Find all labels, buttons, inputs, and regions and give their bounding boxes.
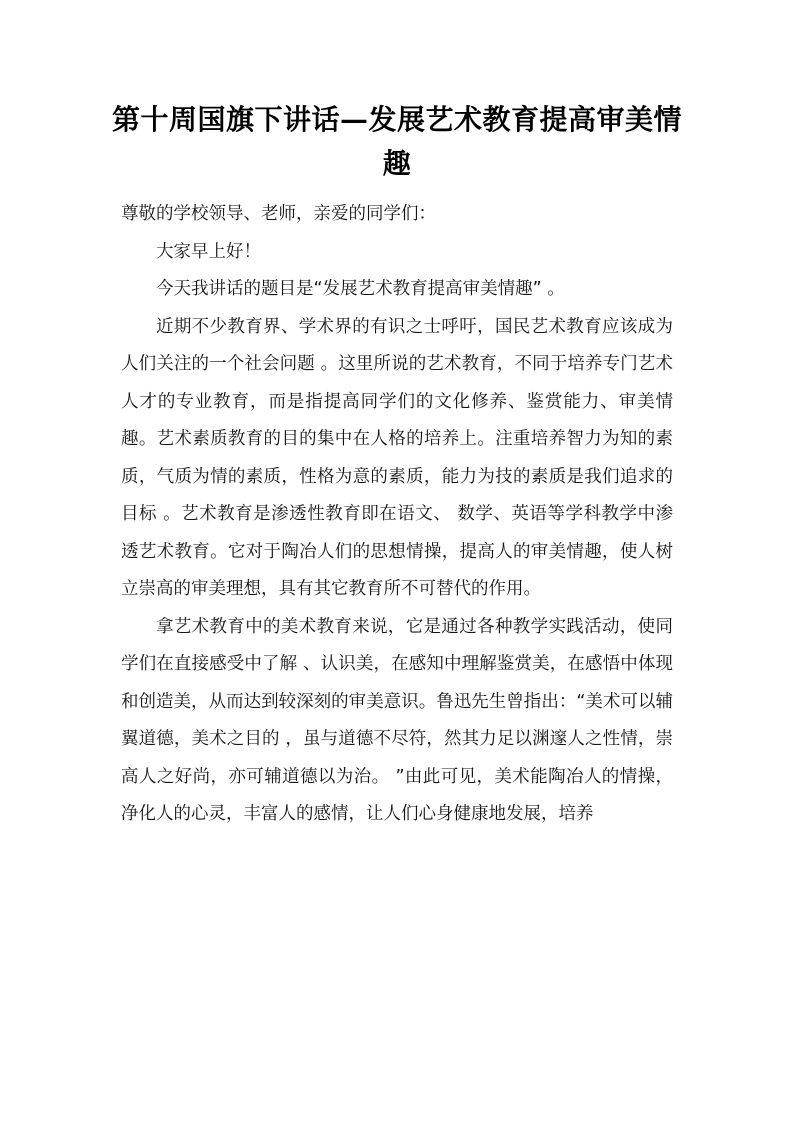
- paragraph-topic: 今天我讲话的题目是“发展艺术教育提高审美情趣” 。: [156, 279, 565, 299]
- paragraph-fine-arts: 拿艺术教育中的美术教育来说，它是通过各种教学实践活动，使同学们在直接感受中了解 、认识美，在感知中理解鉴赏美，在感悟中体现和创造美，从而达到较深刻的审美意识。鲁迅先生曾指出：“美术可以辅翼道德，美术之目的 ，虽与道德不尽符，然其力足以渊邃人之性情，崇高人之好尚，亦可辅道德以为治。 ”由此可见，美术能陶冶人的情操，净化人的心灵，丰富人的感情，让人们心身健康地发展，培养: [121, 616, 673, 824]
- document-body: [121, 196, 673, 834]
- greeting: 大家早上好！: [156, 241, 261, 262]
- document-title: 第十周国旗下讲话—发展艺术教育提高审美情趣: [111, 103, 682, 180]
- paragraph-art-education: 近期不少教育界、学术界的有识之士呼吁，国民艺术教育应该成为人们关注的一个社会问题 。这里所说的艺术教育，不同于培养专门艺术人才的专业教育，而是指提高同学们的文化修养、鉴赏能力、审美情趣。艺术素质教育的目的集中在人格的培养上。注重培养智力为知的素质，气质为情的素质，性格为意的素质，能力为技的素质是我们追求的目标 。艺术教育是渗透性教育即在语文、 数学、英语等学科教学中渗透艺术教育。它对于陶冶人们的思想情操，提高人的审美情趣，使人树立崇高的审美理想，具有其它教育所不可替代的作用。: [121, 316, 673, 599]
- salutation: 尊敬的学校领导、老师，亲爱的同学们：: [121, 204, 436, 224]
